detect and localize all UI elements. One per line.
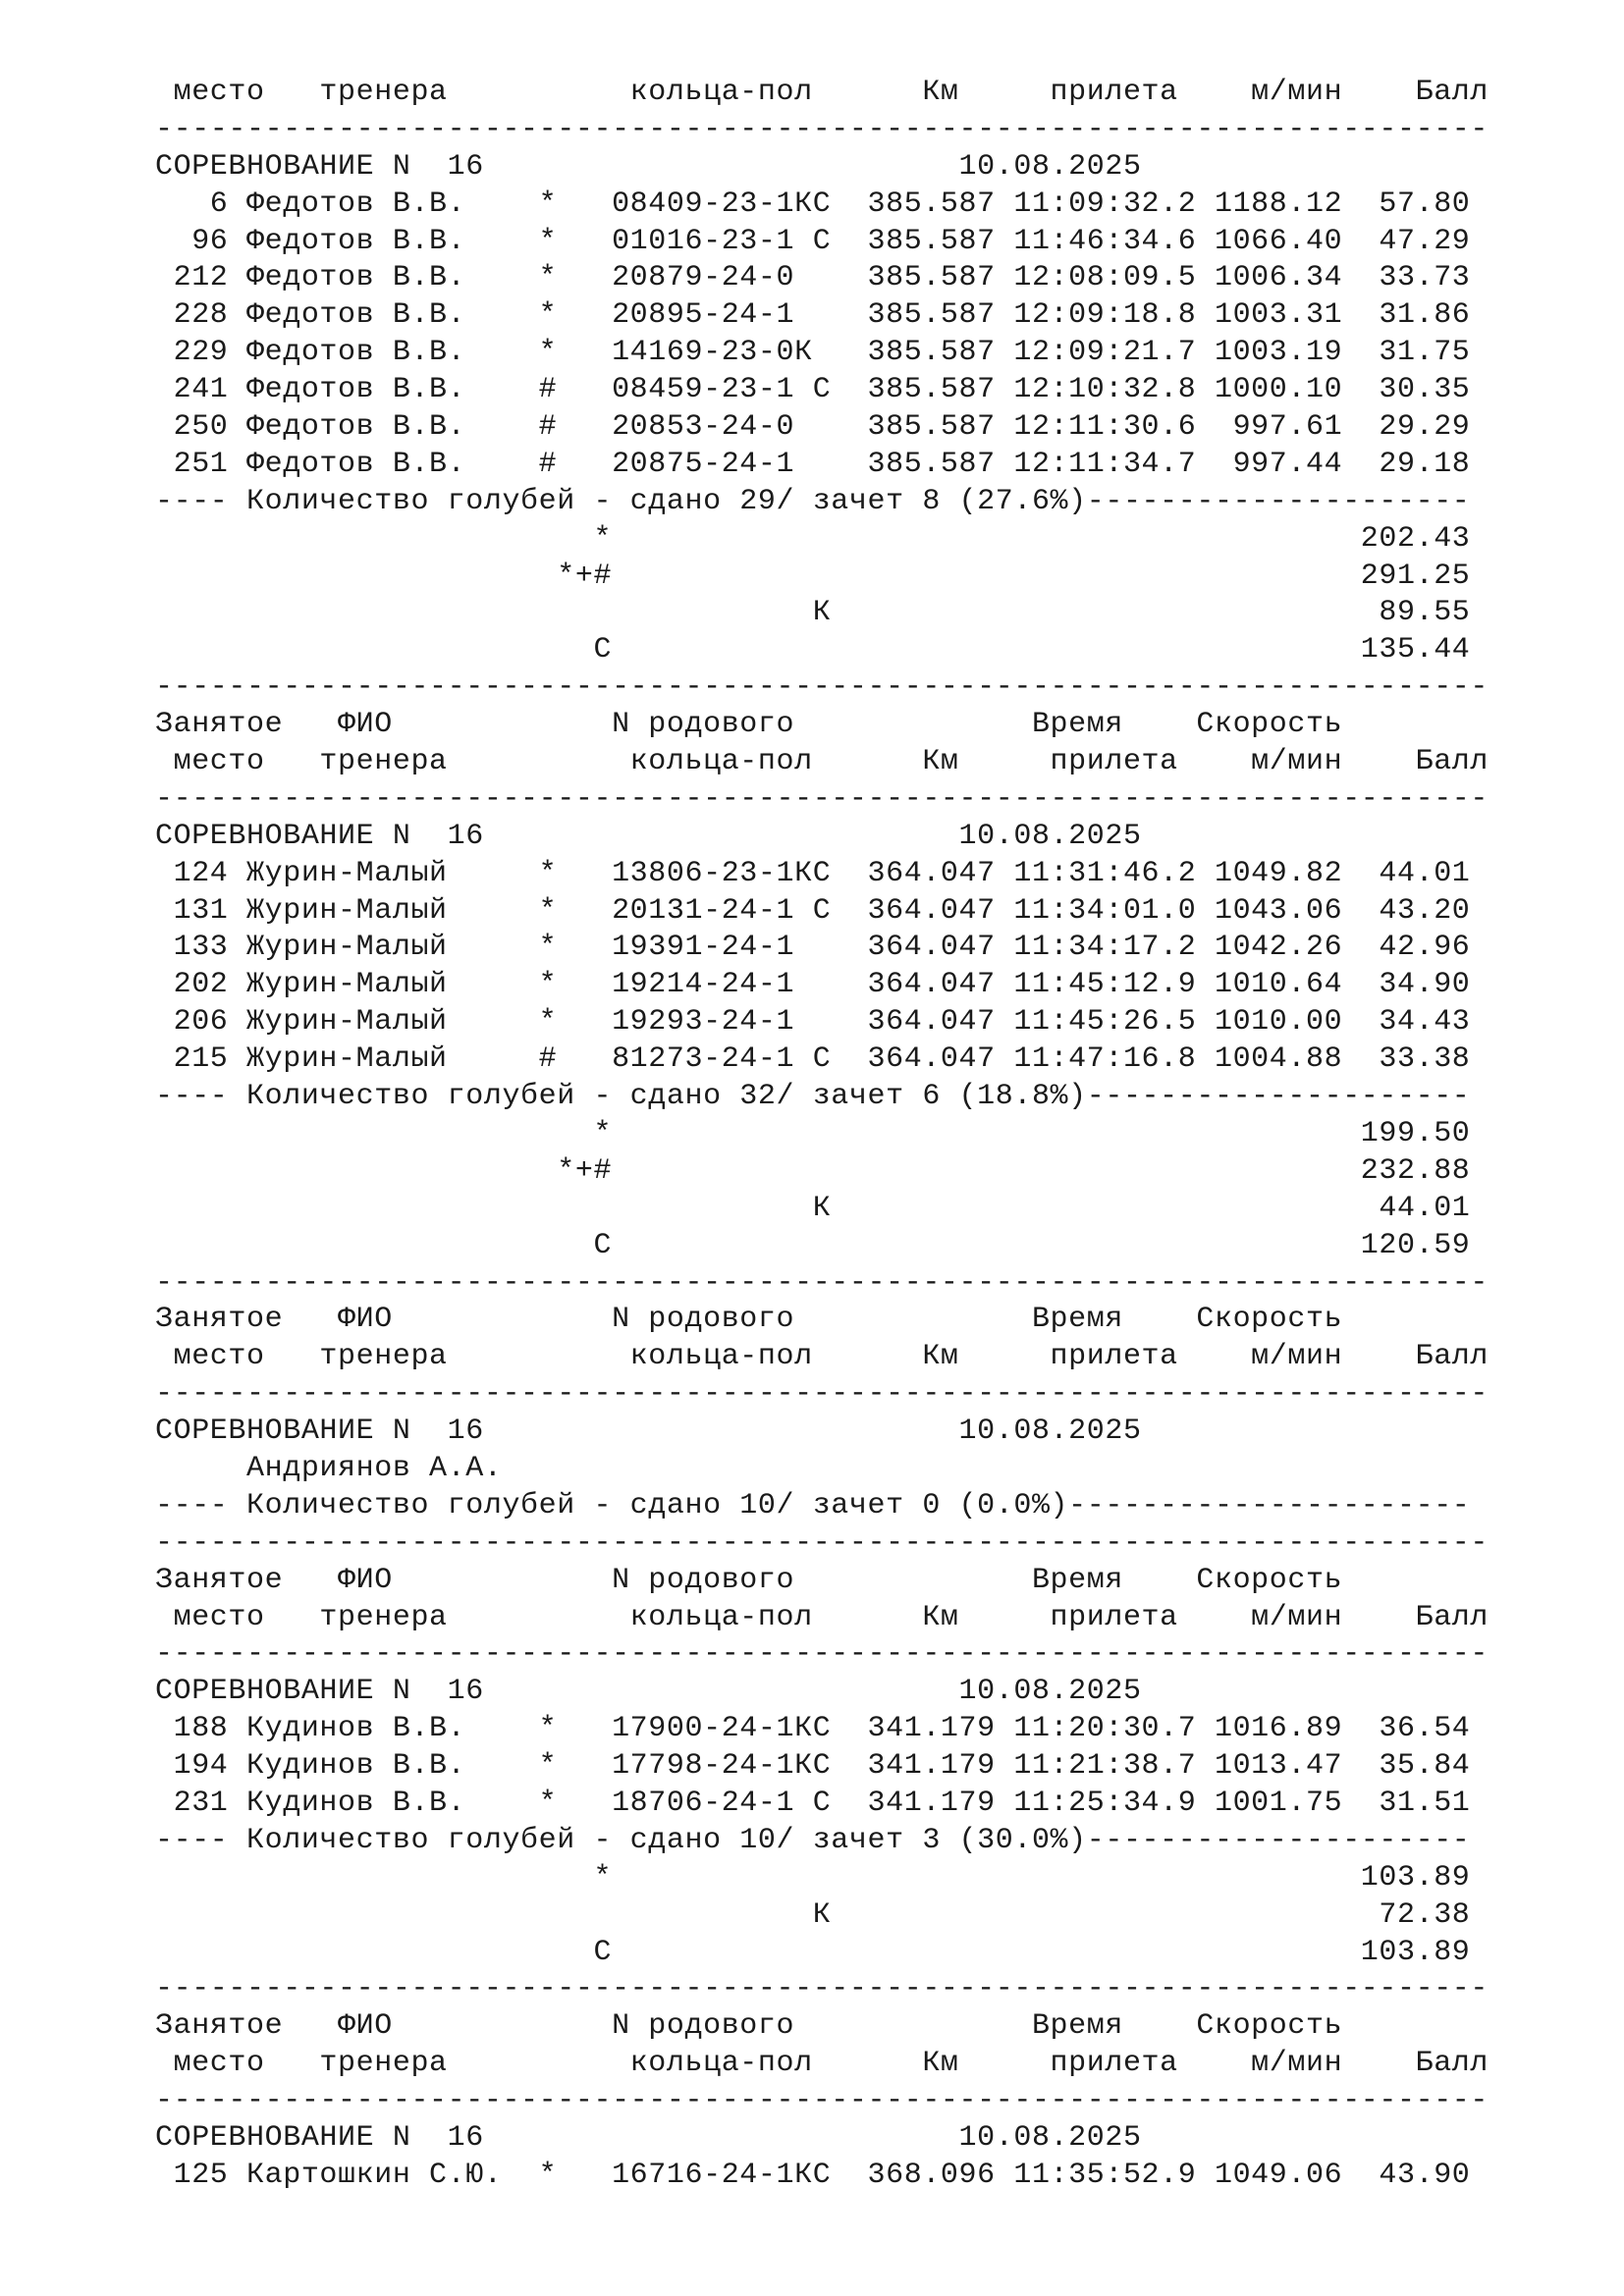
report-line: С 103.89 — [155, 1935, 1471, 1969]
report-line: ---- Количество голубей - сдано 29/ зачет 8 (27.6%)--------------------- — [155, 484, 1471, 518]
report-line: 124 Журин-Малый * 13806-23-1КС 364.047 11:31:46.2 1049.82 44.01 — [155, 856, 1471, 890]
report-line: 194 Кудинов В.В. * 17798-24-1КС 341.179 11:21:38.7 1013.47 35.84 — [155, 1749, 1471, 1784]
report-line: место тренера кольца-пол Км прилета м/мин Балл — [155, 2047, 1489, 2081]
report-line: 133 Журин-Малый * 19391-24-1 364.047 11:34:17.2 1042.26 42.96 — [155, 931, 1471, 965]
report-line: 188 Кудинов В.В. * 17900-24-1КС 341.179 11:20:30.7 1016.89 36.54 — [155, 1712, 1471, 1746]
report-line: ---- Количество голубей - сдано 10/ зачет 3 (30.0%)--------------------- — [155, 1823, 1471, 1857]
report-line: 212 Федотов В.В. * 20879-24-0 385.587 12:08:09.5 1006.34 33.73 — [155, 261, 1471, 295]
report-line: 131 Журин-Малый * 20131-24-1 С 364.047 11:34:01.0 1043.06 43.20 — [155, 893, 1471, 928]
report-line: Андриянов А.А. — [155, 1451, 503, 1485]
report-line: 251 Федотов В.В. # 20875-24-1 385.587 12:11:34.7 997.44 29.18 — [155, 447, 1471, 481]
report-line: 228 Федотов В.В. * 20895-24-1 385.587 12:09:18.8 1003.31 31.86 — [155, 298, 1471, 333]
report-line: Занятое ФИО N родового Время Скорость — [155, 708, 1343, 742]
report-line: 250 Федотов В.В. # 20853-24-0 385.587 12:11:30.6 997.61 29.29 — [155, 410, 1471, 445]
report-line: * 103.89 — [155, 1860, 1471, 1895]
report-line: СОРЕВНОВАНИЕ N 16 10.08.2025 — [155, 1675, 1142, 1709]
report-line: * 199.50 — [155, 1116, 1471, 1150]
report-line: С 120.59 — [155, 1228, 1471, 1262]
report-line: ------------------------------------------------------------------------- — [155, 1637, 1489, 1672]
report-line: 125 Картошкин С.Ю. * 16716-24-1КС 368.096 11:35:52.9 1049.06 43.90 — [155, 2158, 1471, 2192]
report-line: СОРЕВНОВАНИЕ N 16 10.08.2025 — [155, 819, 1142, 853]
report-line: ------------------------------------------------------------------------- — [155, 1525, 1489, 1560]
report-line: ------------------------------------------------------------------------- — [155, 112, 1489, 146]
report-line: ------------------------------------------------------------------------- — [155, 670, 1489, 705]
report-line: С 135.44 — [155, 633, 1471, 667]
report-line: место тренера кольца-пол Км прилета м/мин Балл — [155, 1600, 1489, 1634]
report-line: ------------------------------------------------------------------------- — [155, 2084, 1489, 2118]
report-line: место тренера кольца-пол Км прилета м/мин Балл — [155, 745, 1489, 779]
report-line: *+# 291.25 — [155, 559, 1471, 593]
report-page — [155, 75, 1589, 2195]
report-line: * 202.43 — [155, 521, 1471, 556]
report-line: ------------------------------------------------------------------------- — [155, 1972, 1489, 2006]
report-line: ---- Количество голубей - сдано 32/ зачет 6 (18.8%)--------------------- — [155, 1080, 1471, 1114]
report-line: СОРЕВНОВАНИЕ N 16 10.08.2025 — [155, 149, 1142, 184]
report-line: К 89.55 — [155, 596, 1471, 630]
report-line: 206 Журин-Малый * 19293-24-1 364.047 11:45:26.5 1010.00 34.43 — [155, 1005, 1471, 1040]
report-line: 202 Журин-Малый * 19214-24-1 364.047 11:45:12.9 1010.64 34.90 — [155, 968, 1471, 1002]
report-line: 241 Федотов В.В. # 08459-23-1 С 385.587 12:10:32.8 1000.10 30.35 — [155, 373, 1471, 407]
report-line: К 72.38 — [155, 1897, 1471, 1932]
report-line: *+# 232.88 — [155, 1153, 1471, 1188]
report-line: 229 Федотов В.В. * 14169-23-0К 385.587 12:09:21.7 1003.19 31.75 — [155, 336, 1471, 370]
report-line: ------------------------------------------------------------------------- — [155, 1265, 1489, 1300]
report-line: Занятое ФИО N родового Время Скорость — [155, 1303, 1343, 1337]
report-line: СОРЕВНОВАНИЕ N 16 10.08.2025 — [155, 1415, 1142, 1449]
report-line: Занятое ФИО N родового Время Скорость — [155, 1563, 1343, 1597]
report-line: СОРЕВНОВАНИЕ N 16 10.08.2025 — [155, 2120, 1142, 2155]
report-line: место тренера кольца-пол Км прилета м/мин Балл — [155, 76, 1489, 109]
report-line: ------------------------------------------------------------------------- — [155, 781, 1489, 816]
report-line: Занятое ФИО N родового Время Скорость — [155, 2009, 1343, 2044]
report-line: ------------------------------------------------------------------------- — [155, 1377, 1489, 1412]
report-line: 96 Федотов В.В. * 01016-23-1 С 385.587 11:46:34.6 1066.40 47.29 — [155, 224, 1471, 258]
report-line: 6 Федотов В.В. * 08409-23-1КС 385.587 11:09:32.2 1188.12 57.80 — [155, 187, 1471, 221]
report-line: место тренера кольца-пол Км прилета м/мин Балл — [155, 1340, 1489, 1374]
report-line: ---- Количество голубей - сдано 10/ зачет 0 (0.0%)---------------------- — [155, 1488, 1471, 1522]
report-line: 215 Журин-Малый # 81273-24-1 С 364.047 11:47:16.8 1004.88 33.38 — [155, 1042, 1471, 1077]
report-line: К 44.01 — [155, 1191, 1471, 1225]
report-line: 231 Кудинов В.В. * 18706-24-1 С 341.179 11:25:34.9 1001.75 31.51 — [155, 1786, 1471, 1820]
